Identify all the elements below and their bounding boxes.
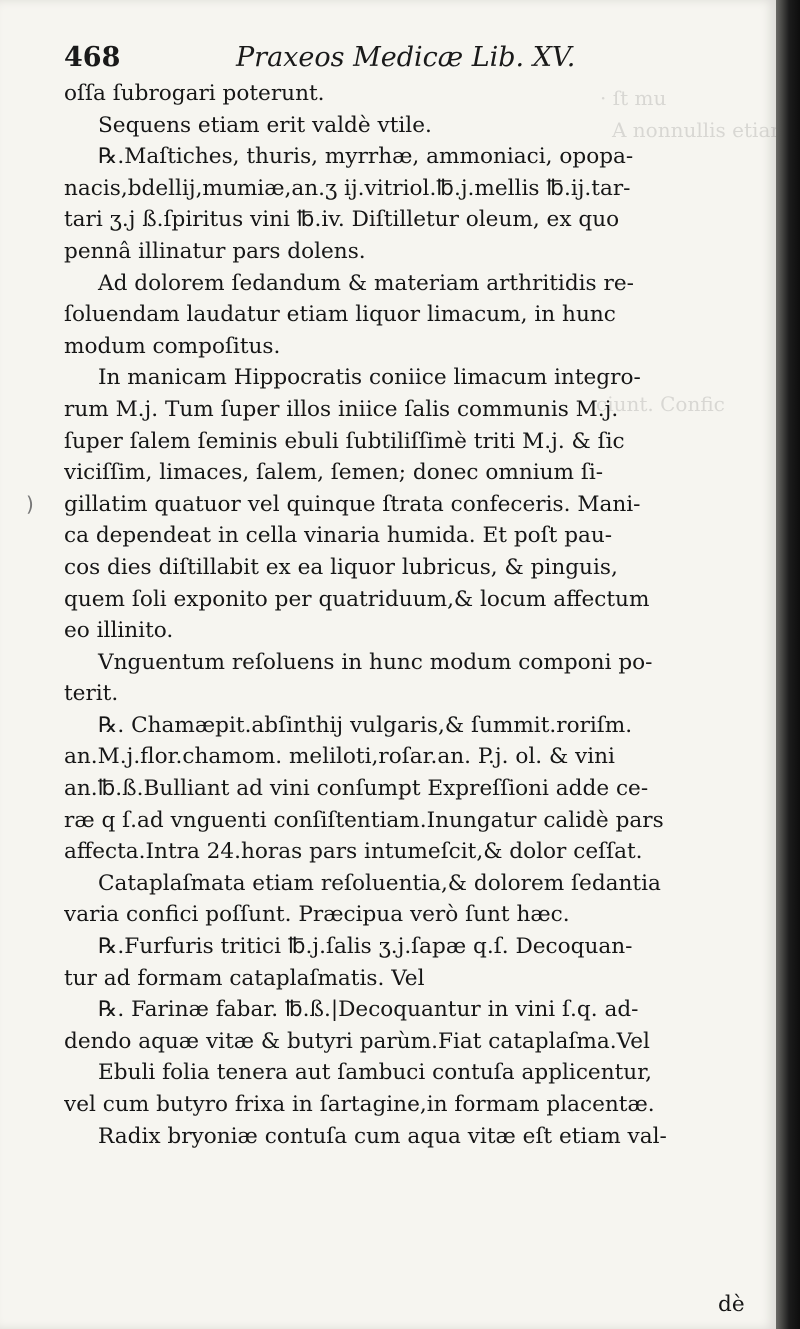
book-binding-edge	[776, 0, 800, 1329]
text-line: rum M.j. Tum ſuper illos iniice ſalis communis M.j.	[64, 396, 619, 422]
text-line: dendo aquæ vitæ & butyri parùm.Fiat cataplaſma.Vel	[64, 1028, 650, 1054]
text-line: tur ad formam cataplaſmatis. Vel	[64, 965, 425, 991]
text-line: Vnguentum reſoluens in hunc modum componi po-	[98, 649, 653, 675]
text-line: Sequens etiam erit valdè vtile.	[98, 112, 432, 138]
text-line: ℞. Chamæpit.abſinthij vulgaris,& ſummit.roriſm.	[98, 712, 633, 738]
text-line: quem ſoli exponito per quatriduum,& locum affectum	[64, 586, 650, 612]
text-line: varia confici poſſunt. Præcipua verò ſunt hæc.	[64, 902, 570, 928]
text-line: ℞.Furfuris tritici ℔.j.ſalis ʒ.j.ſapæ q.ſ. Decoquan-	[98, 934, 633, 960]
text-line: pennâ illinatur pars dolens.	[64, 238, 366, 264]
body-text	[64, 78, 754, 1152]
text-line: Cataplaſmata etiam reſoluentia,& dolorem ſedantia	[98, 870, 661, 896]
text-line: ca dependeat in cella vinaria humida. Et poſt pau-	[64, 523, 613, 549]
text-line: viciſſim, limaces, ſalem, ſemen; donec omnium ſi-	[64, 460, 604, 486]
text-line: Radix bryoniæ contuſa cum aqua vitæ eſt etiam val-	[98, 1123, 667, 1149]
text-line: terit.	[64, 681, 119, 707]
text-line: ℞. Farinæ fabar. ℔.ß.|Decoquantur in vini ſ.q. ad-	[98, 997, 639, 1023]
margin-mark: )	[26, 492, 34, 516]
text-line: vel cum butyro frixa in ſartagine,in formam placentæ.	[64, 1092, 655, 1117]
text-line: In manicam Hippocratis coniice limacum integro-	[98, 365, 641, 391]
text-line: tari ʒ.j ß.ſpiritus vini ℔.iv. Diſtilletur oleum, ex quo	[64, 207, 620, 233]
show-through-text: ciunt. Confic	[596, 392, 725, 416]
text-line: modum compoſitus.	[64, 333, 281, 359]
show-through-text: · ſt mu	[600, 86, 667, 110]
text-line: Ebuli folia tenera aut ſambuci contuſa applicentur,	[98, 1060, 653, 1086]
text-line: gillatim quatuor vel quinque ſtrata confeceris. Mani-	[64, 491, 641, 517]
page-number: 468	[64, 42, 121, 73]
catchword: dè	[718, 1292, 745, 1317]
text-line: cos dies diſtillabit ex ea liquor lubricus, & pinguis,	[64, 554, 618, 580]
text-line: eo illinito.	[64, 618, 174, 644]
text-line: nacis,bdellij,mumiæ,an.ʒ ij.vitriol.℔.j.mellis ℔.ij.tar-	[64, 175, 631, 201]
text-line: an.M.j.flor.chamom. meliloti,roſar.an. P.j. ol. & vini	[64, 744, 615, 770]
running-head: Praxeos Medicæ Lib. XV.	[236, 42, 576, 73]
show-through-text: A nonnullis etiam	[612, 118, 790, 142]
text-line: an.℔.ß.Bulliant ad vini conſumpt Expreſſioni adde ce-	[64, 776, 649, 802]
text-line: ℞.Maſtiches, thuris, myrrhæ, ammoniaci, opopa-	[98, 144, 634, 170]
text-line: ſoluendam laudatur etiam liquor limacum, in hunc	[64, 302, 616, 328]
text-line: Ad dolorem ſedandum & materiam arthritidis re-	[98, 270, 634, 296]
text-line: affecta.Intra 24.horas pars intumeſcit,& dolor ceſſat.	[64, 839, 643, 865]
page-header	[64, 42, 624, 82]
text-line: ſuper ſalem ſeminis ebuli ſubtiliſſimè triti M.j. & ſic	[64, 428, 625, 454]
text-line: ræ q ſ.ad vnguenti conſiſtentiam.Inungatur calidè pars	[64, 807, 664, 833]
text-line: oſſa ſubrogari poterunt.	[64, 81, 325, 106]
